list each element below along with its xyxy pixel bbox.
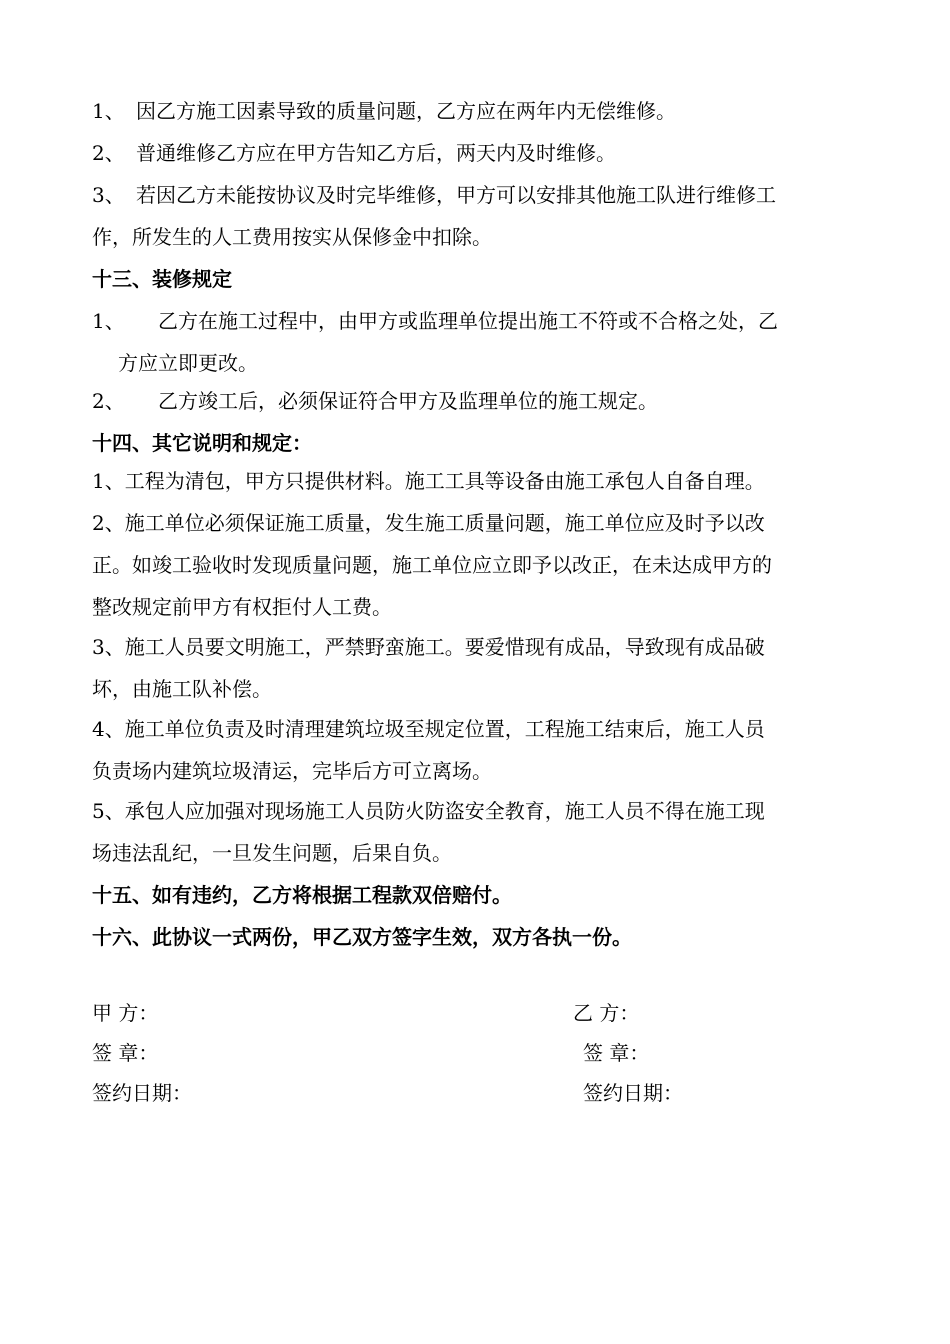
list-number: 3、 (92, 183, 125, 207)
list-text: 因乙方施工因素导致的质量问题，乙方应在两年内无偿维修。 (136, 99, 676, 123)
s14-item1: 1、工程为清包，甲方只提供材料。施工工具等设备由施工承包人自备自理。 (92, 469, 765, 493)
list-text: 若因乙方未能按协议及时完毕维修，甲方可以安排其他施工队进行维修工 (136, 183, 776, 207)
s12-item3 (92, 182, 776, 208)
s12-item1 (92, 98, 676, 124)
party-b-label: 乙 方： (573, 1001, 640, 1025)
s14-item3-line1: 3、施工人员要文明施工，严禁野蛮施工。要爱惜现有成品，导致现有成品破 (92, 635, 765, 659)
s14-item2-line2: 正。如竣工验收时发现质量问题，施工单位应立即予以改正，在未达成甲方的 (92, 553, 772, 577)
section-heading-16: 十六、此协议一式两份，甲乙双方签字生效，双方各执一份。 (92, 925, 632, 949)
list-number: 1、 (92, 99, 125, 123)
s13-item1-cont (118, 350, 258, 376)
list-text: 乙方竣工后，必须保证符合甲方及监理单位的施工规定。 (158, 389, 658, 413)
list-text: 作，所发生的人工费用按实从保修金中扣除。 (92, 225, 492, 249)
list-number: 2、 (92, 141, 125, 165)
list-text: 乙方在施工过程中，由甲方或监理单位提出施工不符或不合格之处，乙 (158, 309, 778, 333)
date-b-label: 签约日期： (583, 1081, 683, 1105)
list-text: 普通维修乙方应在甲方告知乙方后，两天内及时维修。 (136, 141, 616, 165)
s14-item2-line1: 2、施工单位必须保证施工质量，发生施工质量问题，施工单位应及时予以改 (92, 511, 765, 535)
section-heading-14: 十四、其它说明和规定： (92, 431, 312, 455)
seal-a-label: 签 章： (92, 1041, 159, 1065)
s12-item3-cont (92, 224, 492, 250)
s14-item3-line2: 坏，由施工队补偿。 (92, 677, 272, 701)
date-a-label: 签约日期： (92, 1081, 192, 1105)
section-heading-15: 十五、如有违约，乙方将根据工程款双倍赔付。 (92, 883, 512, 907)
s14-item2-line3: 整改规定前甲方有权拒付人工费。 (92, 595, 392, 619)
section-heading-13: 十三、装修规定 (92, 267, 232, 291)
s14-item5-line1: 5、承包人应加强对现场施工人员防火防盗安全教育，施工人员不得在施工现 (92, 799, 765, 823)
s13-item1 (92, 308, 778, 334)
s13-item2 (92, 388, 658, 414)
s14-item5-line2: 场违法乱纪，一旦发生问题，后果自负。 (92, 841, 452, 865)
list-number: 1、 (92, 309, 125, 333)
s14-item4-line2: 负责场内建筑垃圾清运，完毕后方可立离场。 (92, 759, 492, 783)
s12-item2 (92, 140, 616, 166)
seal-b-label: 签 章： (583, 1041, 650, 1065)
s14-item4-line1: 4、施工单位负责及时清理建筑垃圾至规定位置，工程施工结束后，施工人员 (92, 717, 765, 741)
party-a-label: 甲 方： (92, 1001, 159, 1025)
list-number: 2、 (92, 389, 125, 413)
list-text: 方应立即更改。 (118, 351, 258, 375)
